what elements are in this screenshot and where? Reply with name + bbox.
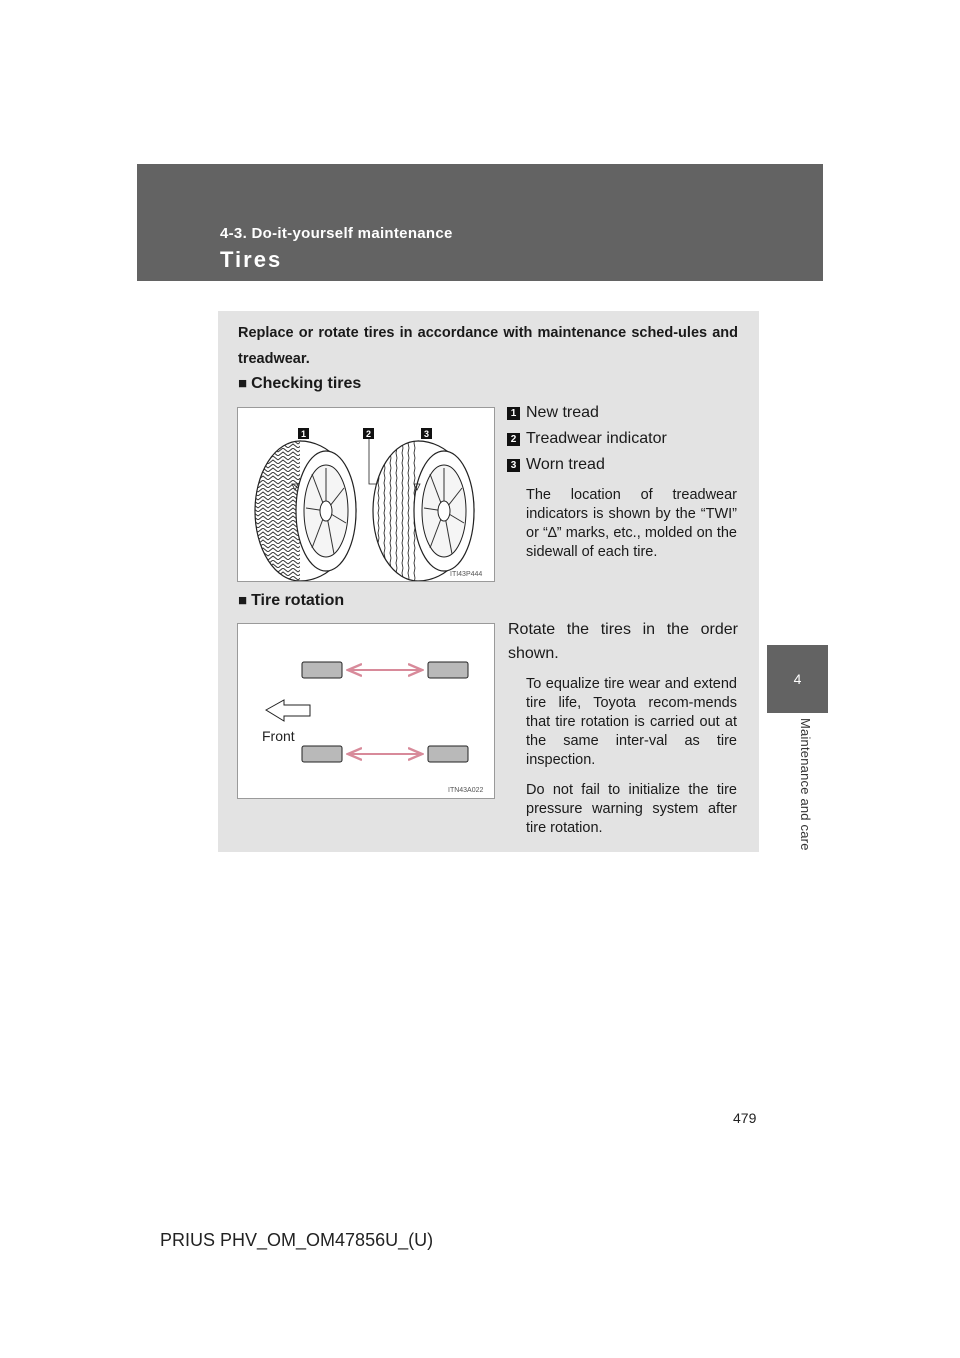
svg-text:2: 2 <box>365 429 372 439</box>
svg-text:1: 1 <box>300 429 307 439</box>
rotation-figure-code: ITN43A022 <box>448 787 484 794</box>
chapter-label: Maintenance and care <box>798 718 813 851</box>
front-label: Front <box>262 728 295 744</box>
legend-label-1: New tread <box>526 404 599 421</box>
front-direction-arrow-icon <box>266 700 310 721</box>
square-bullet-icon: ■ <box>238 375 248 392</box>
callout-2 <box>363 428 374 439</box>
svg-text:3: 3 <box>423 429 430 439</box>
square-bullet-icon: ■ <box>238 592 248 609</box>
intro-text: Replace or rotate tires in accordance with maintenance sched-ules and treadwear. <box>238 325 738 367</box>
legend-badge-3: 3 <box>507 459 520 472</box>
tire-figure-code: ITI43P444 <box>450 571 483 578</box>
legend-badge-2: 2 <box>507 433 520 446</box>
callout-2-leader <box>369 439 376 484</box>
new-tread-tire <box>255 441 356 581</box>
chapter-number: 4 <box>793 671 802 687</box>
front-right-tire <box>428 662 468 678</box>
tire-rotation-diagram <box>238 624 494 798</box>
legend-badge-1: 1 <box>507 407 520 420</box>
legend-worn-tread <box>507 456 605 474</box>
callout-3 <box>421 428 432 439</box>
worn-tread-tire <box>373 441 474 581</box>
legend-label-3: Worn tread <box>526 456 605 473</box>
treadwear-note: The location of treadwear indicators is shown by the “TWI” or “∆” marks, etc., molded on the sidewall of each tire. <box>526 487 737 560</box>
page-title: Tires <box>220 247 283 272</box>
tire-tread-illustration <box>238 408 494 581</box>
rotation-note-tpws: Do not fail to initialize the tire pressure warning system after tire rotation. <box>526 782 737 836</box>
tire-rotation-heading <box>238 592 344 610</box>
tire-tread-figure <box>237 407 495 582</box>
legend-treadwear-indicator <box>507 430 667 448</box>
front-left-tire <box>302 662 342 678</box>
legend-new-tread <box>507 404 599 422</box>
checking-tires-heading-text: Checking tires <box>251 375 362 392</box>
tire-rotation-figure <box>237 623 495 799</box>
rear-right-tire <box>428 746 468 762</box>
checking-tires-heading <box>238 375 361 393</box>
callout-1 <box>298 428 309 439</box>
tire-rotation-heading-text: Tire rotation <box>251 592 345 609</box>
legend-label-2: Treadwear indicator <box>526 430 667 447</box>
rotation-instruction: Rotate the tires in the order shown. <box>508 621 738 662</box>
rear-left-tire <box>302 746 342 762</box>
page-number: 479 <box>733 1110 757 1126</box>
rotation-note-wear: To equalize tire wear and extend tire life, Toyota recom-mends that tire rotation is carried out at the same inter-val as tire inspection. <box>526 676 737 768</box>
footer-document-code: PRIUS PHV_OM_OM47856U_(U) <box>160 1230 434 1250</box>
chapter-tab <box>767 645 828 713</box>
section-label: 4-3. Do-it-yourself maintenance <box>220 225 453 242</box>
